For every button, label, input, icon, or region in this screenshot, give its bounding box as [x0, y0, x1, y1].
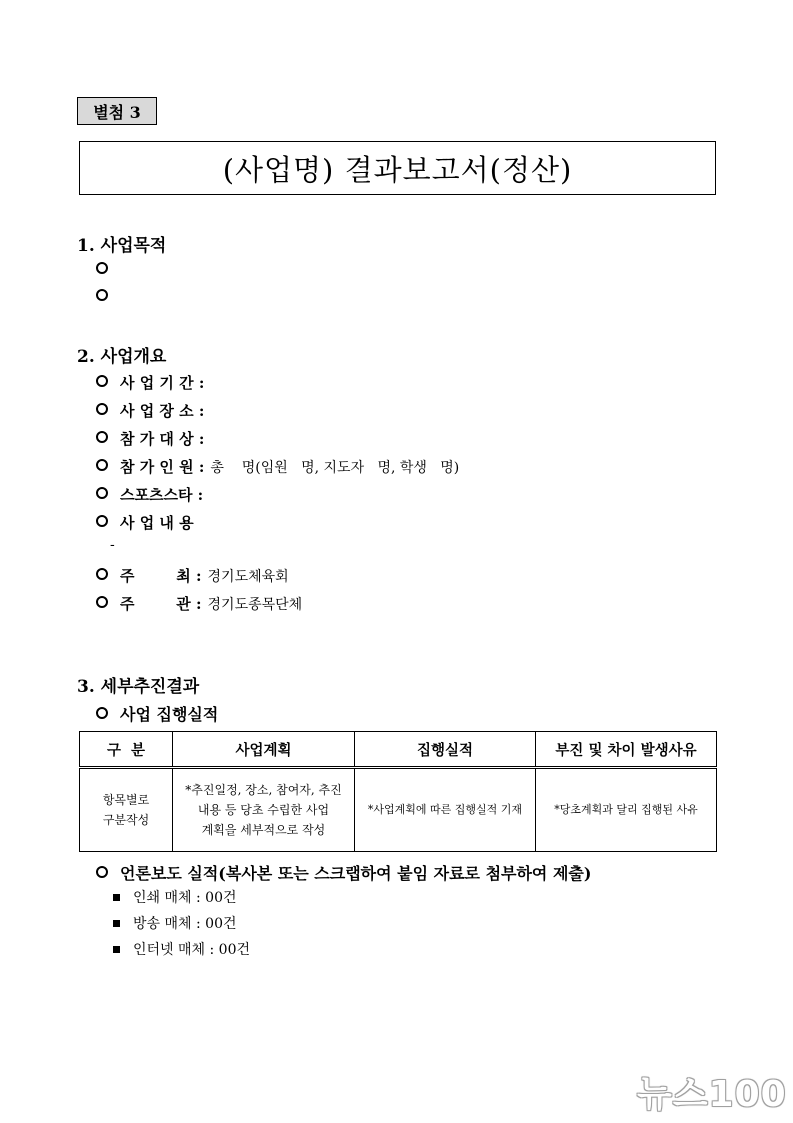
document-title: (사업명) 결과보고서(정산) — [79, 141, 716, 195]
table-cell-plan: *추진일정, 장소, 참여자, 추진 내용 등 당초 수립한 사업 계획을 세부적으로 작성 — [173, 768, 355, 852]
overview-label: 스포츠스타 : — [120, 486, 204, 504]
content-dash: - — [110, 537, 115, 553]
overview-row-participants — [96, 456, 459, 477]
circle-bullet-icon — [96, 866, 108, 878]
section3-subheading: 사업 집행실적 — [120, 705, 219, 724]
host-value: 경기도체육회 — [207, 569, 289, 585]
circle-bullet-icon — [96, 403, 108, 415]
circle-bullet-icon — [96, 375, 108, 387]
table-cell-result: *사업계획에 따른 집행실적 기재 — [355, 768, 536, 852]
circle-bullet-icon — [96, 459, 108, 471]
table-header-reason: 부진 및 차이 발생사유 — [536, 732, 717, 768]
press-item-print: 인쇄 매체 : 00건 — [113, 887, 237, 907]
table-cell-category: 항목별로 구분작성 — [80, 768, 173, 852]
press-item-broadcast: 방송 매체 : 00건 — [113, 913, 237, 933]
attachment-label: 별첨 3 — [77, 97, 157, 125]
overview-row-target — [96, 428, 204, 449]
overview-label: 사 업 장 소 : — [120, 402, 205, 420]
table-header-result: 집행실적 — [355, 732, 536, 768]
section3-subheading-row — [96, 702, 218, 725]
square-bullet-icon — [113, 946, 120, 953]
watermark-logo: 뉴스100 — [637, 1074, 787, 1115]
section1-item — [96, 263, 120, 275]
circle-bullet-icon — [96, 707, 108, 719]
circle-bullet-icon — [96, 289, 108, 301]
table-header-plan: 사업계획 — [173, 732, 355, 768]
section2-heading: 2. 사업개요 — [77, 347, 167, 367]
host-label: 주 최 : — [120, 567, 202, 585]
organizer-label: 주 관 : — [120, 595, 202, 613]
overview-row-venue — [96, 400, 204, 421]
table-cell-reason: *당초계획과 달리 집행된 사유 — [536, 768, 717, 852]
overview-value: 총 명(임원 명, 지도자 명, 학생 명) — [210, 460, 460, 476]
circle-bullet-icon — [96, 596, 108, 608]
execution-table — [79, 731, 717, 852]
overview-label: 참 가 대 상 : — [120, 430, 205, 448]
overview-label: 사 업 기 간 : — [120, 374, 205, 392]
overview-label: 참 가 인 원 : — [120, 458, 205, 476]
section1-heading: 1. 사업목적 — [77, 236, 167, 256]
circle-bullet-icon — [96, 431, 108, 443]
section1-item — [96, 290, 120, 302]
square-bullet-icon — [113, 920, 120, 927]
table-header-category: 구 분 — [80, 732, 173, 768]
press-heading-row — [96, 861, 591, 884]
circle-bullet-icon — [96, 487, 108, 499]
organizer-value: 경기도종목단체 — [207, 597, 303, 613]
overview-row-host — [96, 565, 289, 586]
section3-heading: 3. 세부추진결과 — [77, 677, 200, 697]
overview-row-sports-star — [96, 484, 203, 505]
overview-row-period — [96, 372, 204, 393]
press-heading: 언론보도 실적(복사본 또는 스크랩하여 붙임 자료로 첨부하여 제출) — [120, 864, 592, 883]
overview-label: 사 업 내 용 — [120, 514, 194, 532]
overview-row-content — [96, 512, 194, 533]
square-bullet-icon — [113, 894, 120, 901]
circle-bullet-icon — [96, 568, 108, 580]
circle-bullet-icon — [96, 515, 108, 527]
table-header-row — [80, 732, 717, 768]
press-item-internet: 인터넷 매체 : 00건 — [113, 939, 250, 959]
table-row — [80, 768, 717, 852]
overview-row-organizer — [96, 593, 302, 614]
circle-bullet-icon — [96, 262, 108, 274]
